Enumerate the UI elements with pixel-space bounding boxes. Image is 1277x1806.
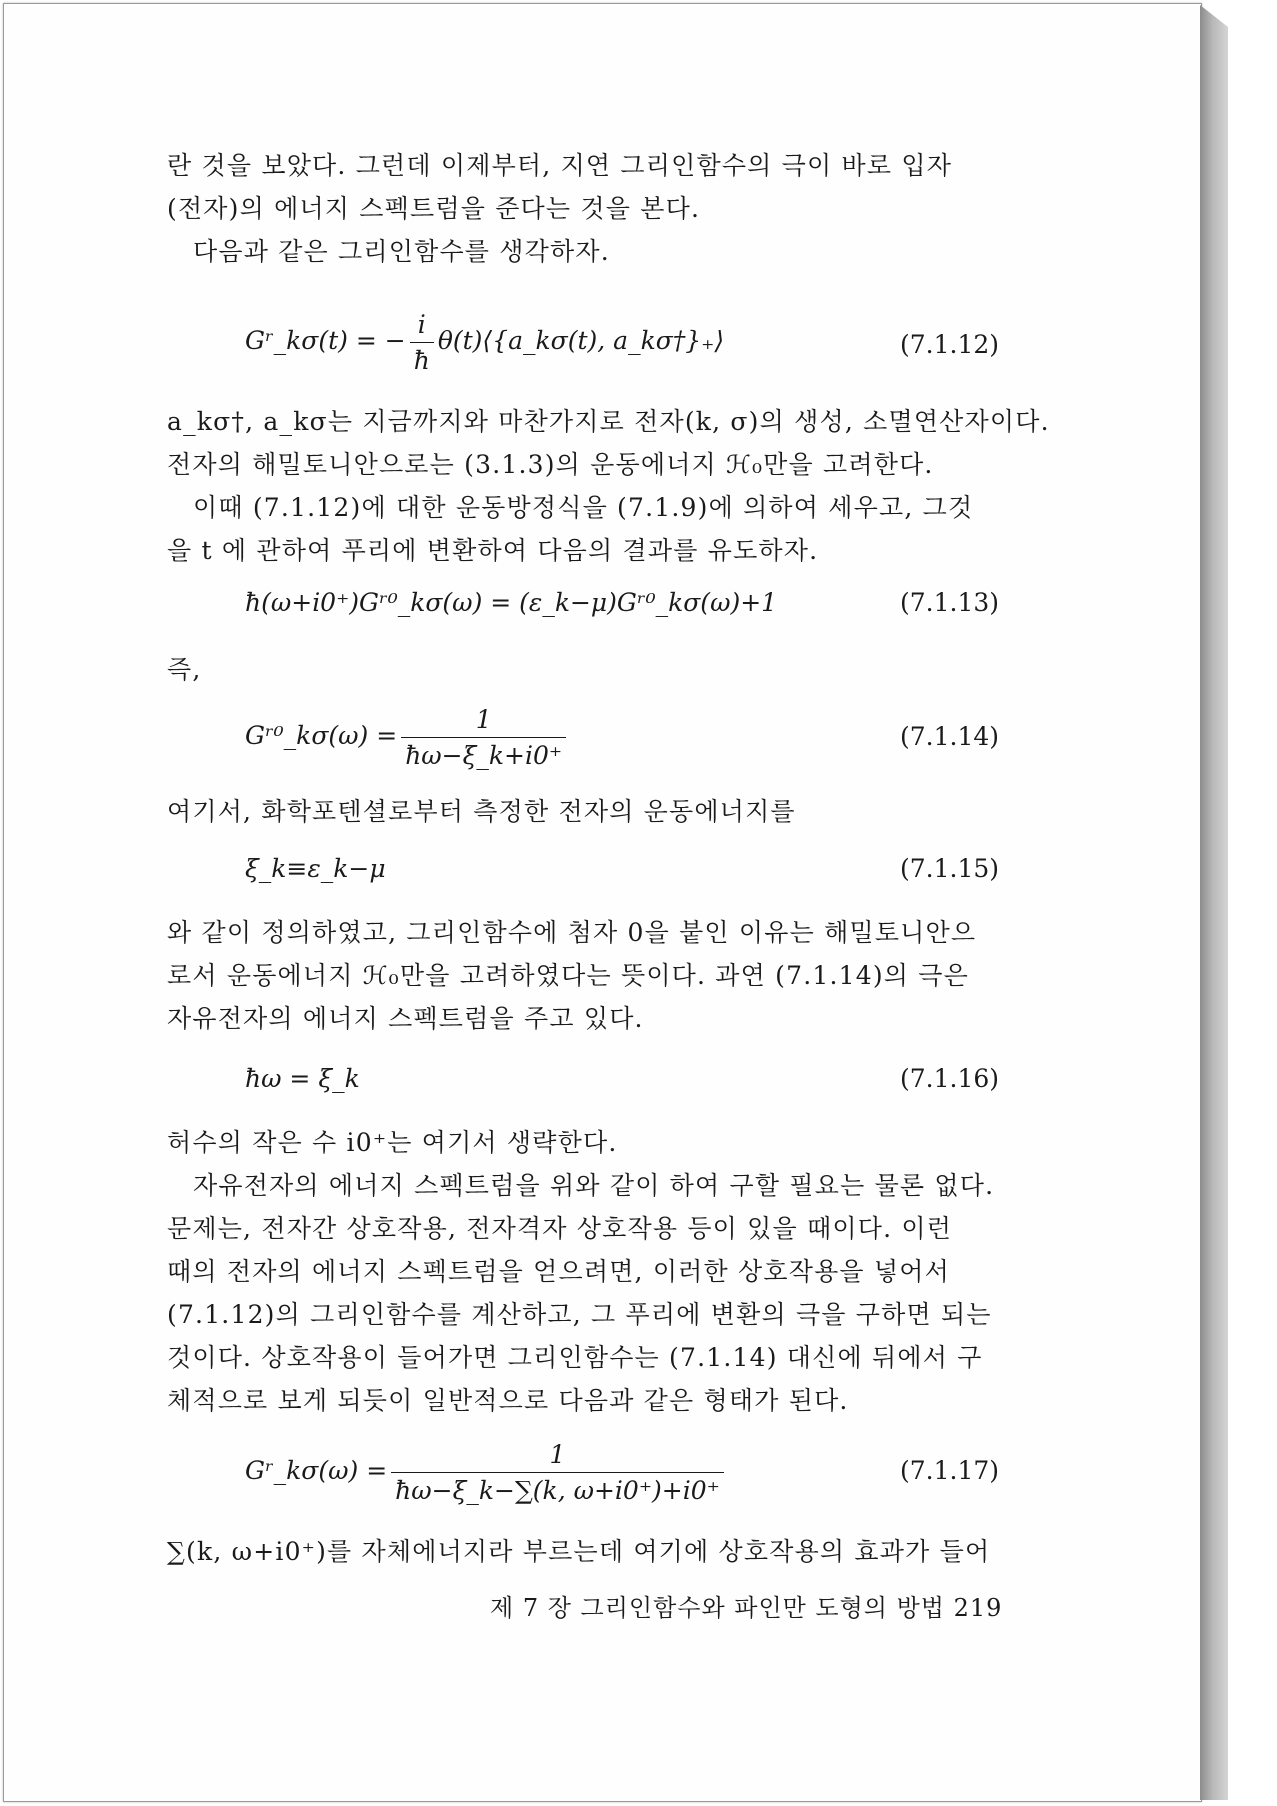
eq-rhs: θ(t)⟨{a_kσ(t), a_kσ†}₊⟩ [437, 326, 725, 355]
fraction-denominator: ħω−ξ_k−∑(k, ω+i0⁺)+i0⁺ [391, 1472, 724, 1505]
text-line: 허수의 작은 수 i0⁺는 여기서 생략한다. [167, 1128, 618, 1157]
fraction-numerator: 1 [549, 1440, 566, 1469]
equation-7-1-17 [245, 1440, 728, 1505]
text-line: (7.1.12)의 그리인함수를 계산하고, 그 푸리에 변환의 극을 구하면 되는 [167, 1300, 992, 1329]
equation-7-1-16: ħω = ξ_k [245, 1064, 360, 1093]
equation-7-1-15: ξ_k≡ε_k−μ [245, 854, 386, 883]
equation-number: (7.1.14) [900, 722, 1000, 751]
fraction [391, 1440, 724, 1505]
text-line: 여기서, 화학포텐셜로부터 측정한 전자의 운동에너지를 [167, 797, 796, 826]
equation-number: (7.1.12) [900, 330, 1000, 359]
book-spine-shadow [1200, 5, 1228, 1800]
fraction-numerator: 1 [475, 705, 492, 734]
equation-number: (7.1.13) [900, 588, 1000, 617]
text-line: ∑(k, ω+i0⁺)를 자체에너지라 부르는데 여기에 상호작용의 효과가 들어 [167, 1537, 991, 1566]
text-line: 란 것을 보았다. 그런데 이제부터, 지연 그리인함수의 극이 바로 입자 [167, 151, 953, 180]
equation-7-1-13: ħ(ω+i0⁺)Gʳ⁰_kσ(ω) = (ε_k−μ)Gʳ⁰_kσ(ω)+1 [245, 588, 778, 617]
text-line: a_kσ†, a_kσ는 지금까지와 마찬가지로 전자(k, σ)의 생성, 소멸연산자이다. [167, 407, 1050, 436]
equation-number: (7.1.17) [900, 1456, 1000, 1485]
eq-lhs: Gʳ_kσ(t) = − [245, 326, 406, 355]
text-line: 이때 (7.1.12)에 대한 운동방정식을 (7.1.9)에 의하여 세우고, 그것 [193, 493, 974, 522]
text-line: 전자의 해밀토니안으로는 (3.1.3)의 운동에너지 ℋ₀만을 고려한다. [167, 450, 934, 479]
equation-7-1-14 [245, 705, 570, 770]
text-line: 때의 전자의 에너지 스펙트럼을 얻으려면, 이러한 상호작용을 넣어서 [167, 1257, 950, 1286]
text-line: (전자)의 에너지 스펙트럼을 준다는 것을 본다. [167, 194, 701, 223]
equation-number: (7.1.15) [900, 854, 1000, 883]
fraction-denominator: ħ [410, 342, 434, 375]
text-line: 즉, [167, 655, 202, 684]
fraction [410, 310, 434, 375]
fraction-denominator: ħω−ξ_k+i0⁺ [401, 737, 566, 770]
page-footer: 제 7 장 그리인함수와 파인만 도형의 방법 219 [490, 1594, 1003, 1622]
text-line: 다음과 같은 그리인함수를 생각하자. [193, 237, 610, 266]
text-line: 로서 운동에너지 ℋ₀만을 고려하였다는 뜻이다. 과연 (7.1.14)의 극은 [167, 961, 969, 990]
fraction-numerator: i [417, 310, 426, 339]
text-line: 것이다. 상호작용이 들어가면 그리인함수는 (7.1.14) 대신에 뒤에서 구 [167, 1343, 983, 1372]
eq-lhs: Gʳ_kσ(ω) = [245, 1456, 388, 1485]
fraction [401, 705, 566, 770]
text-line: 와 같이 정의하였고, 그리인함수에 첨자 0을 붙인 이유는 해밀토니안으 [167, 918, 977, 947]
text-line: 문제는, 전자간 상호작용, 전자격자 상호작용 등이 있을 때이다. 이런 [167, 1214, 953, 1243]
equation-7-1-12 [245, 310, 724, 375]
text-line: 을 t 에 관하여 푸리에 변환하여 다음의 결과를 유도하자. [167, 536, 819, 565]
eq-lhs: Gʳ⁰_kσ(ω) = [245, 721, 398, 750]
text-line: 자유전자의 에너지 스펙트럼을 위와 같이 하여 구할 필요는 물론 없다. [193, 1171, 995, 1200]
text-line: 자유전자의 에너지 스펙트럼을 주고 있다. [167, 1004, 644, 1033]
text-line: 체적으로 보게 되듯이 일반적으로 다음과 같은 형태가 된다. [167, 1386, 849, 1415]
equation-number: (7.1.16) [900, 1064, 1000, 1093]
